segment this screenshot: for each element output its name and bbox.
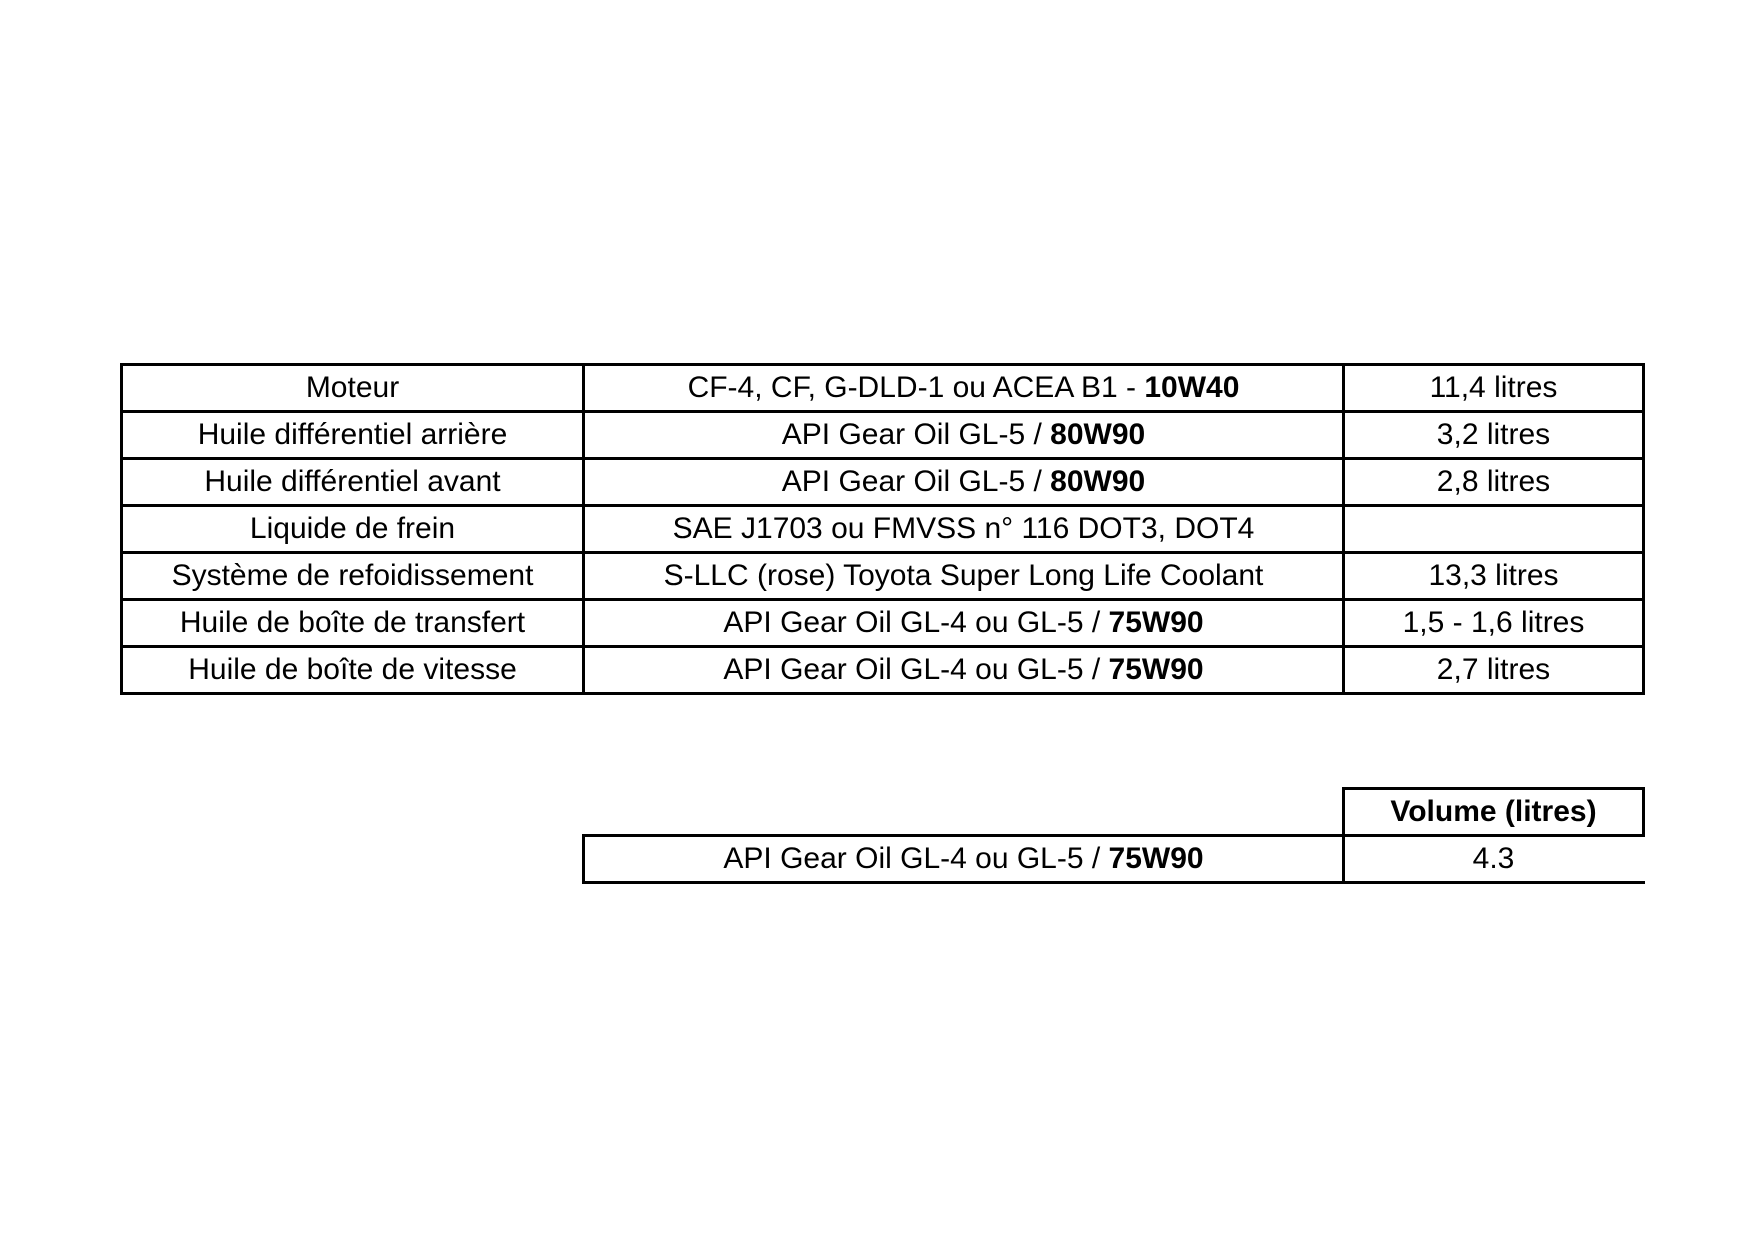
spec-cell xyxy=(585,413,1342,457)
capacity-value: 3,2 litres xyxy=(1436,418,1551,451)
volume-header-label: Volume (litres) xyxy=(1390,795,1597,828)
fluids-table-border xyxy=(1642,363,1645,695)
volume-header xyxy=(1345,790,1642,834)
component-label: Moteur xyxy=(305,371,400,404)
capacity-cell xyxy=(1345,507,1642,551)
spec-grade: 80W90 xyxy=(1050,465,1146,498)
component-label: Huile de boîte de transfert xyxy=(179,606,526,639)
spec-grade: 75W90 xyxy=(1108,606,1204,639)
spec-text: API Gear Oil GL-4 ou GL-5 / xyxy=(723,606,1109,639)
spec-cell xyxy=(585,366,1342,410)
capacity-value: 13,3 litres xyxy=(1428,559,1559,592)
spec-text: API Gear Oil GL-4 ou GL-5 / xyxy=(723,653,1109,686)
capacity-value: 2,7 litres xyxy=(1436,653,1551,686)
component-cell xyxy=(123,507,582,551)
volume-spec-text: API Gear Oil GL-4 ou GL-5 / xyxy=(723,842,1109,875)
capacity-cell xyxy=(1345,460,1642,504)
spec-text: API Gear Oil GL-5 / xyxy=(781,465,1051,498)
component-label: Système de refoidissement xyxy=(171,559,534,592)
component-cell xyxy=(123,366,582,410)
volume-spec-cell xyxy=(585,837,1342,881)
spec-grade: 75W90 xyxy=(1108,653,1204,686)
component-cell xyxy=(123,460,582,504)
volume-value-cell xyxy=(1345,837,1642,881)
volume-table-border xyxy=(583,881,1645,884)
volume-spec-grade: 75W90 xyxy=(1108,842,1204,875)
spec-cell xyxy=(585,601,1342,645)
capacity-cell xyxy=(1345,413,1642,457)
volume-value: 4.3 xyxy=(1472,842,1515,875)
capacity-value: 1,5 - 1,6 litres xyxy=(1402,606,1585,639)
component-cell xyxy=(123,601,582,645)
capacity-cell xyxy=(1345,366,1642,410)
spec-grade: 10W40 xyxy=(1144,371,1240,404)
capacity-value: 2,8 litres xyxy=(1436,465,1551,498)
component-label: Huile différentiel arrière xyxy=(197,418,508,451)
spec-cell xyxy=(585,507,1342,551)
component-cell xyxy=(123,413,582,457)
capacity-cell xyxy=(1345,554,1642,598)
capacity-cell xyxy=(1345,648,1642,692)
spec-text: CF-4, CF, G-DLD-1 ou ACEA B1 - xyxy=(687,371,1145,404)
spec-cell xyxy=(585,460,1342,504)
volume-table-border xyxy=(1642,787,1645,837)
spec-text: S-LLC (rose) Toyota Super Long Life Coolant xyxy=(663,559,1264,592)
spec-grade: 80W90 xyxy=(1050,418,1146,451)
component-label: Huile de boîte de vitesse xyxy=(188,653,517,686)
capacity-cell xyxy=(1345,601,1642,645)
fluids-table-border xyxy=(120,692,1645,695)
capacity-value: 11,4 litres xyxy=(1429,371,1558,404)
component-cell xyxy=(123,554,582,598)
component-label: Huile différentiel avant xyxy=(204,465,501,498)
component-cell xyxy=(123,648,582,692)
spec-cell xyxy=(585,554,1342,598)
spec-text: API Gear Oil GL-5 / xyxy=(781,418,1051,451)
spec-text: SAE J1703 ou FMVSS n° 116 DOT3, DOT4 xyxy=(672,512,1255,545)
component-label: Liquide de frein xyxy=(249,512,456,545)
spec-cell xyxy=(585,648,1342,692)
